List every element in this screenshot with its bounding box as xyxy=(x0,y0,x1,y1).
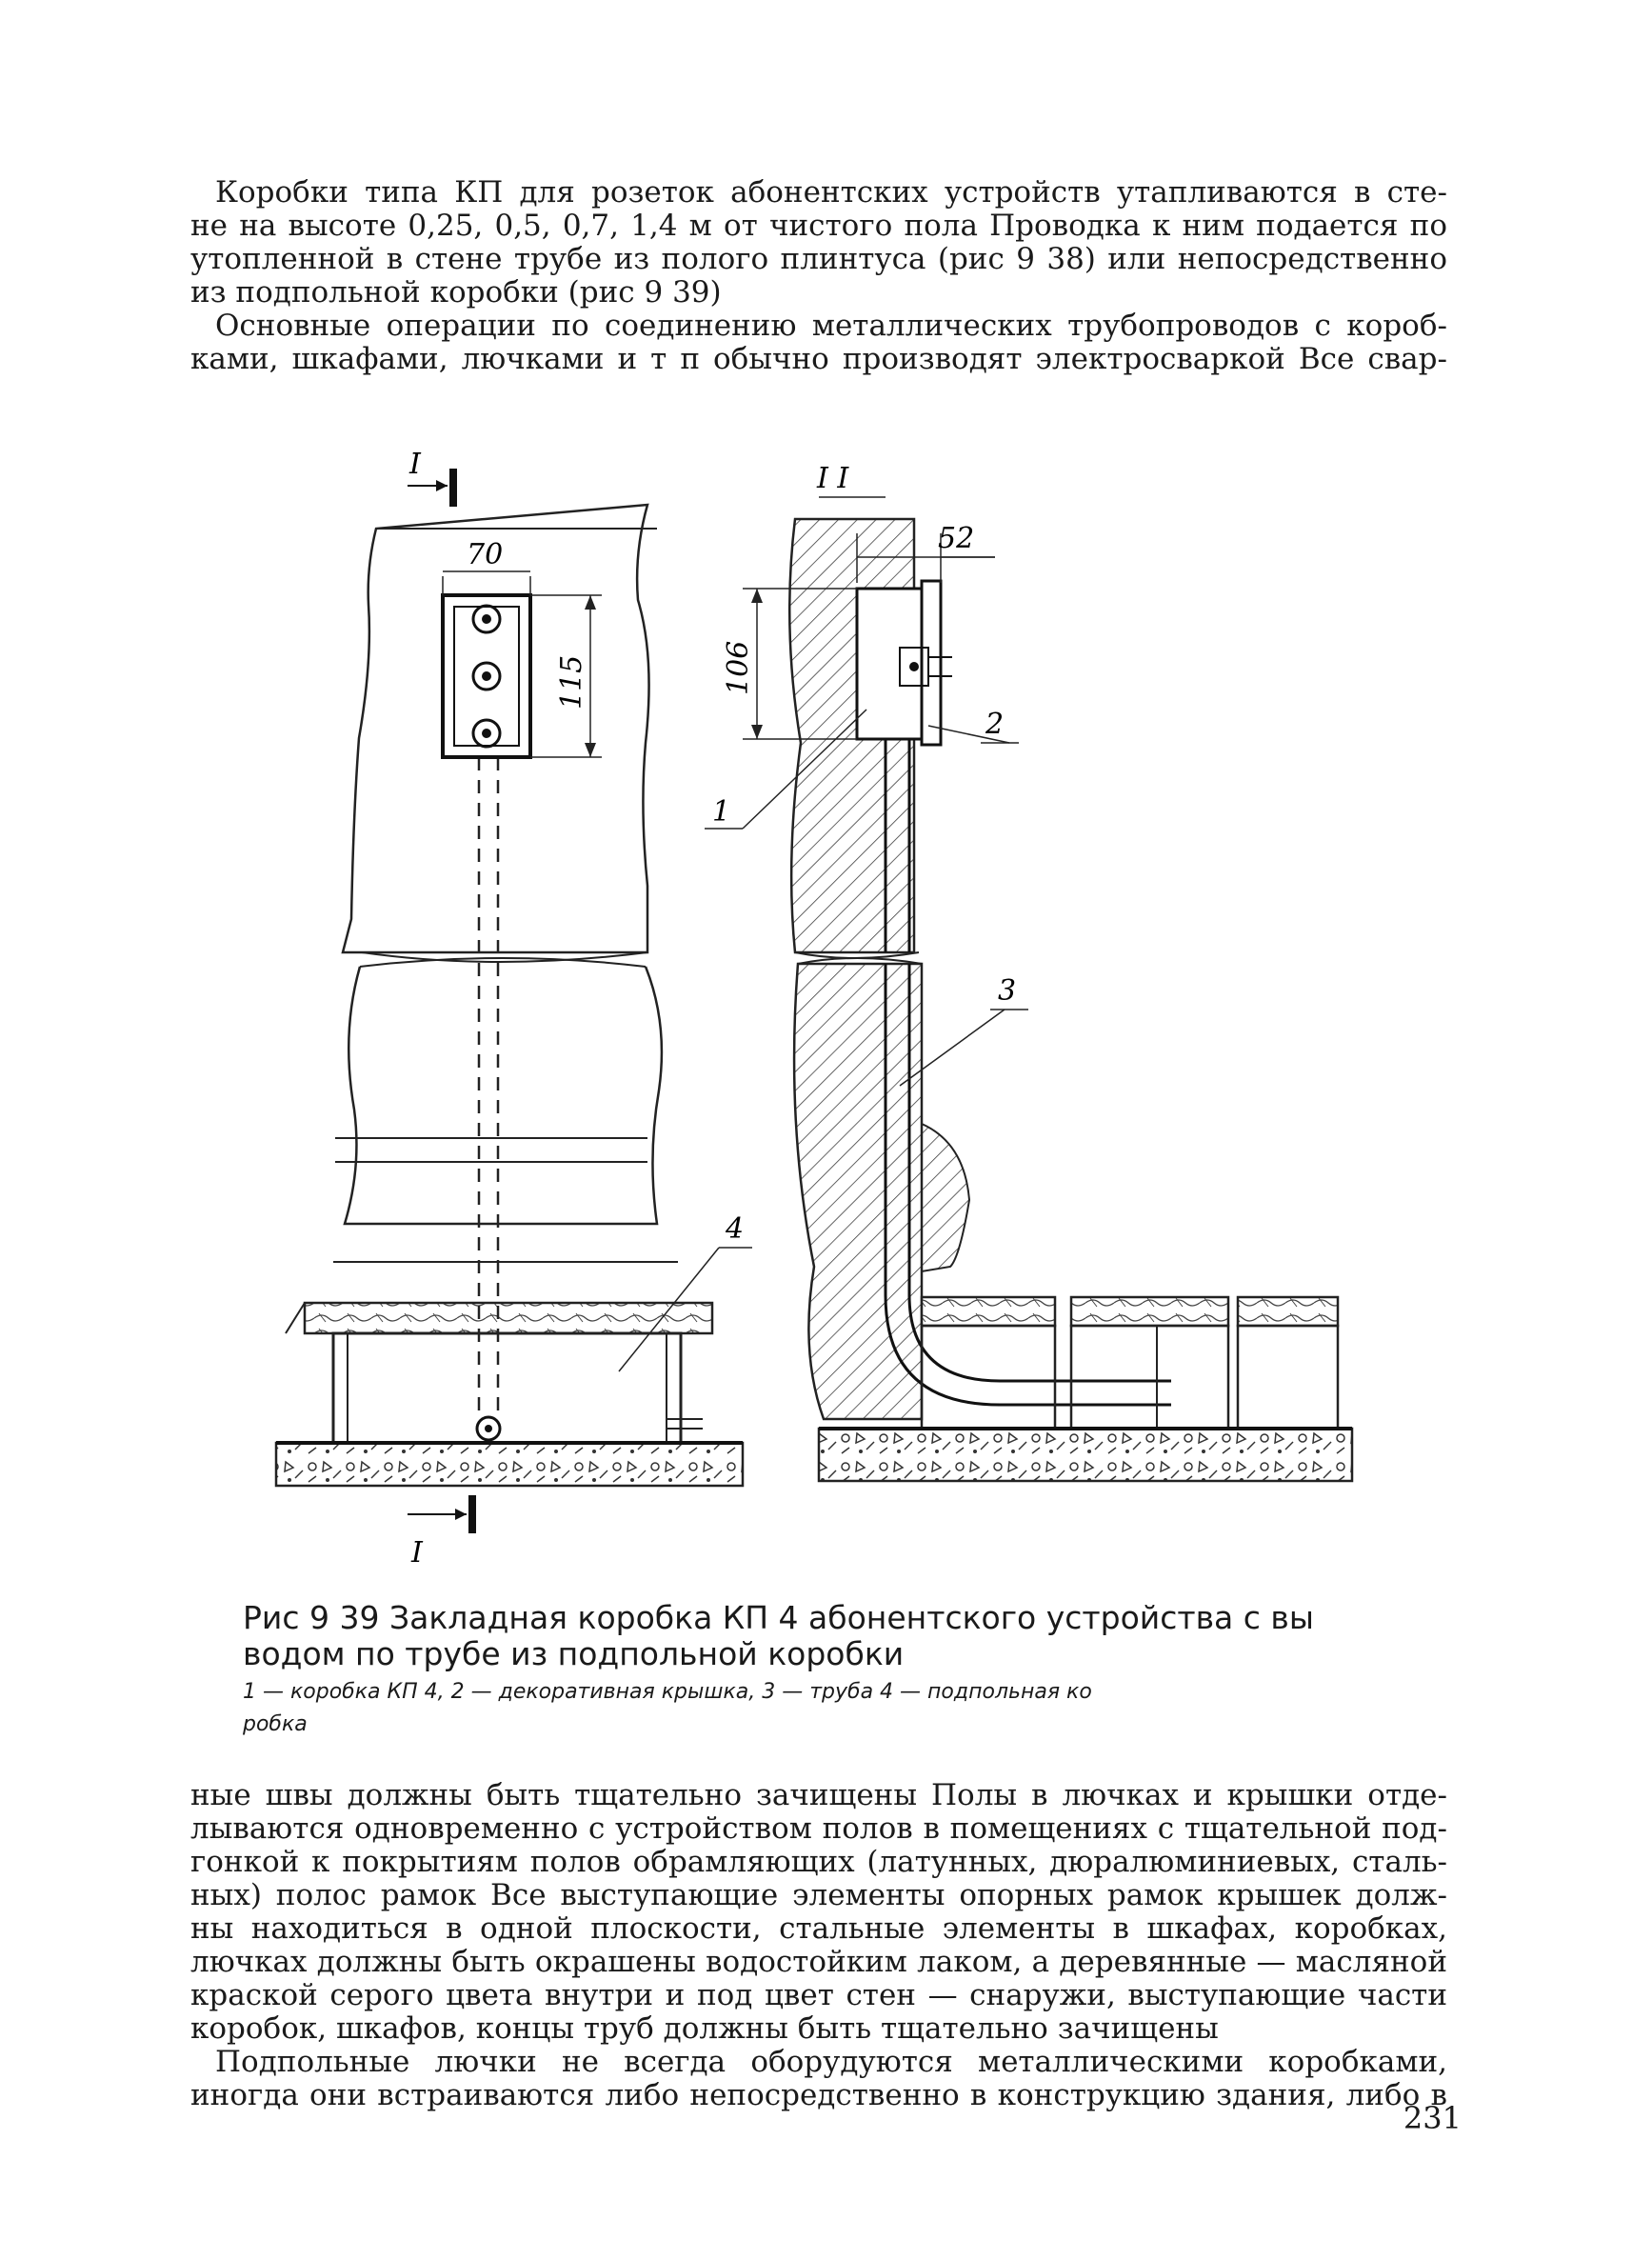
section-title: I I xyxy=(817,462,849,495)
paragraph-bottom xyxy=(190,1779,1447,2112)
front-view xyxy=(276,448,752,1570)
dim-height-box: 115 xyxy=(555,654,588,710)
caption-legend-line: робка xyxy=(243,1712,308,1736)
section-label-top: I xyxy=(409,448,421,481)
text-line: не на высоте 0,25, 0,5, 0,7, 1,4 м от чистого пола Проводка к ним подается по xyxy=(190,209,1447,243)
text-line: из подпольной коробки (рис 9 39) xyxy=(190,275,722,310)
label-2: 2 xyxy=(985,708,1005,741)
label-3: 3 xyxy=(998,974,1017,1008)
text-line: утопленной в стене трубе из полого плинтуса (рис 9 38) или непосредственно xyxy=(190,242,1447,276)
section-marker-bottom xyxy=(408,1495,476,1570)
dim-width-box: 70 xyxy=(467,538,504,571)
text-line: лючках должны быть окрашены водостойким лаком, а деревянные — масляной xyxy=(190,1945,1447,1979)
text-line: иногда они встраиваются либо непосредственно в конструкцию здания, либо в xyxy=(190,2078,1447,2112)
text-line: лываются одновременно с устройством полов в помещениях с тщательной под- xyxy=(190,1811,1447,1846)
label-1: 1 xyxy=(712,795,731,829)
page-number: 231 xyxy=(1403,2100,1462,2136)
text-line: коробок, шкафов, концы труб должны быть тщательно зачищены xyxy=(190,2011,1219,2046)
label-4: 4 xyxy=(726,1212,745,1246)
text-line: гонкой к покрытиям полов обрамляющих (латунных, дюралюминиевых, сталь- xyxy=(190,1845,1447,1879)
kp-box-front xyxy=(443,595,530,757)
text-line: ками, шкафами, лючками и т п обычно производят электросваркой Все свар- xyxy=(190,342,1447,376)
section-marker-top xyxy=(408,448,457,507)
section-view xyxy=(705,462,1352,1481)
text-line: ных) полос рамок Все выступающие элементы опорных рамок крышек долж- xyxy=(190,1878,1447,1912)
figure-caption xyxy=(243,1600,1385,1737)
dim-depth-side: 52 xyxy=(938,522,975,555)
caption-legend-line: 1 — коробка КП 4, 2 — декоративная крышка, 3 — труба 4 — подпольная ко xyxy=(243,1680,1092,1704)
text-line: ные швы должны быть тщательно зачищены Полы в лючках и крышки отде- xyxy=(190,1778,1447,1812)
text-line: ны находиться в одной плоскости, стальные элементы в шкафах, коробках, xyxy=(190,1911,1447,1946)
dim-height-side: 106 xyxy=(722,640,755,695)
text-line: Основные операции по соединению металлических трубопроводов с короб- xyxy=(215,309,1447,343)
caption-title-line: водом по трубе из подпольной коробки xyxy=(243,1635,905,1672)
text-line: Подпольные лючки не всегда оборудуются металлическими коробками, xyxy=(215,2045,1447,2079)
text-line: Коробки типа КП для розеток абонентских устройств утапливаются в сте- xyxy=(215,175,1447,210)
caption-title-line: Рис 9 39 Закладная коробка КП 4 абонентского устройства с вы xyxy=(243,1599,1314,1636)
text-line: краской серого цвета внутри и под цвет стен — снаружи, выступающие части xyxy=(190,1978,1447,2012)
section-label-bottom: I xyxy=(411,1536,423,1570)
